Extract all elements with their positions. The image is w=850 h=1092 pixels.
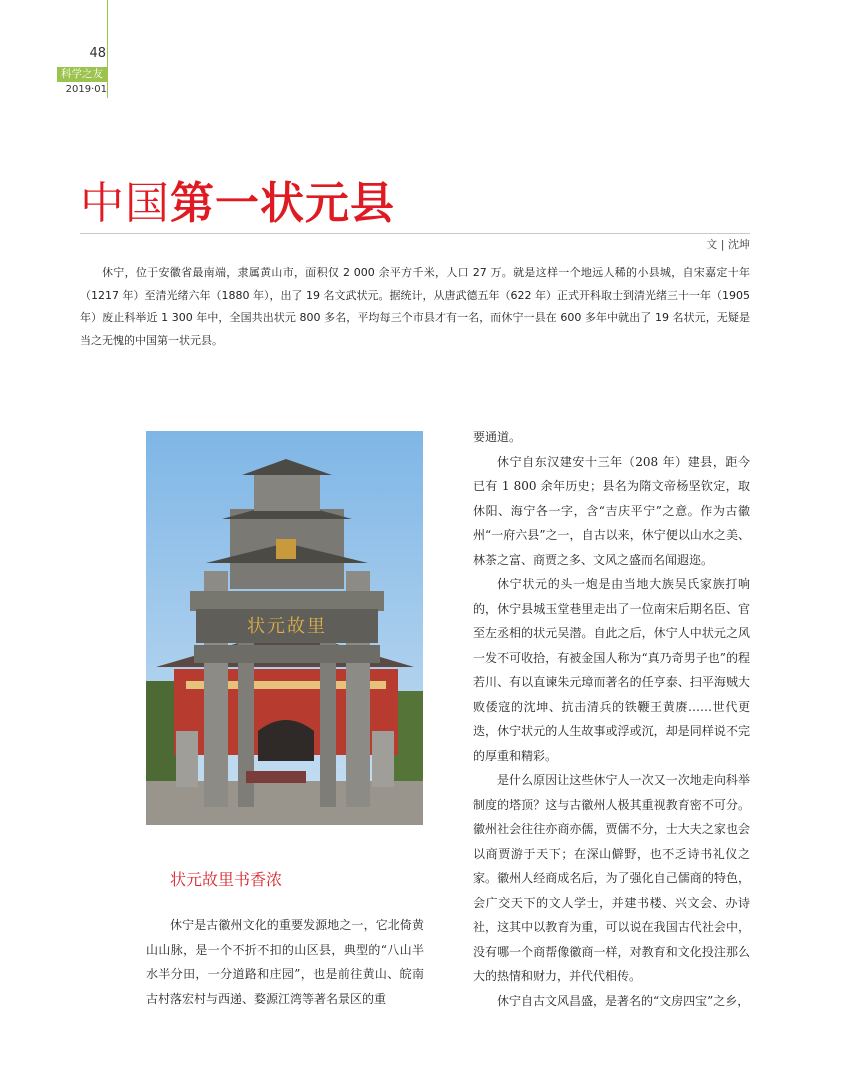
issue-date: 2019·01 — [65, 84, 107, 95]
header-divider-line — [107, 0, 108, 98]
plaque-text: 状元故里 — [247, 616, 327, 637]
right-body-column — [473, 425, 750, 1013]
body-paragraph: 休宁自东汉建安十三年（208 年）建县，距今已有 1 800 余年历史；县名为隋文帝杨坚钦定，取休阳、海宁各一字，含“吉庆平宁”之意。作为古徽州“一府六县”之一，自古以来，休宁便以山水之美、林茶之富、商贾之多、文风之盛而名闻遐迩。 — [473, 454, 750, 567]
page-number: 48 — [89, 46, 106, 61]
left-body-column — [146, 913, 424, 1011]
memorial-archway-photo — [146, 431, 423, 825]
title-rule — [80, 233, 750, 234]
body-paragraph: 休宁状元的头一炮是由当地大族吴氏家族打响的，休宁县城玉堂巷里走出了一位南宋后期名臣、官至左丞相的状元吴潜。自此之后，休宁人中状元之风一发不可收拾，有被金国人称为“真乃奇男子也”的程若川、有以直谏朱元璋而著名的任亨泰、扫平海贼大败倭寇的沈坤、抗击清兵的铁鞭王黄赓……世代更迭，休宁状元的人生故事或浮或沉，却是同样说不完的厚重和精彩。 — [473, 577, 750, 763]
article-title-part2: 第一状元县 — [170, 178, 395, 229]
byline: 文 | 沈坤 — [706, 238, 750, 251]
magazine-name-tag: 科学之友 — [57, 67, 107, 82]
article-title — [80, 176, 395, 232]
body-paragraph: 要通道。 — [473, 430, 522, 444]
section-heading: 状元故里书香浓 — [170, 870, 283, 889]
body-paragraph: 休宁是古徽州文化的重要发源地之一，它北倚黄山山脉，是一个不折不扣的山区县，典型的“八山半水半分田，一分道路和庄园”，也是前往黄山、皖南古村落宏村与西递、婺源江湾等著名景区的重 — [146, 918, 424, 1006]
body-paragraph: 休宁自古文风昌盛，是著名的“文房四宝”之乡， — [497, 993, 750, 1008]
body-paragraph: 是什么原因让这些休宁人一次又一次地走向科举制度的塔顶？这与古徽州人极其重视教育密不可分。徽州社会往往亦商亦儒，贾儒不分，士大夫之家也会以商贾游于天下；在深山僻野，也不乏诗书礼仪之家。徽州人经商成名后，为了强化自己儒商的特色，会广交天下的文人学士，并建书楼、兴文会、办诗社，这其中以教育为重，可以说在我国古代社会中，没有哪一个商帮像徽商一样，对教育和文化投注那么大的热情和财力，并代代相传。 — [473, 773, 750, 983]
lead-paragraph: 休宁，位于安徽省最南端，隶属黄山市，面积仅 2 000 余平方千米，人口 27 万。就是这样一个地远人稀的小县城，自宋嘉定十年（1217 年）至清光绪六年（1880 年），出了 19 名文武状元。据统计，从唐武德五年（622 年）正式开科取士到清光绪三十一年（1905 年）废止科举近 1 300 年中，全国共出状元 800 多名，平均每三个市县才有一名，而休宁一县在 600 多年中就出了 19 名状元，无疑是当之无愧的中国第一状元县。 — [80, 266, 750, 347]
article-title-part1: 中国 — [80, 178, 170, 229]
